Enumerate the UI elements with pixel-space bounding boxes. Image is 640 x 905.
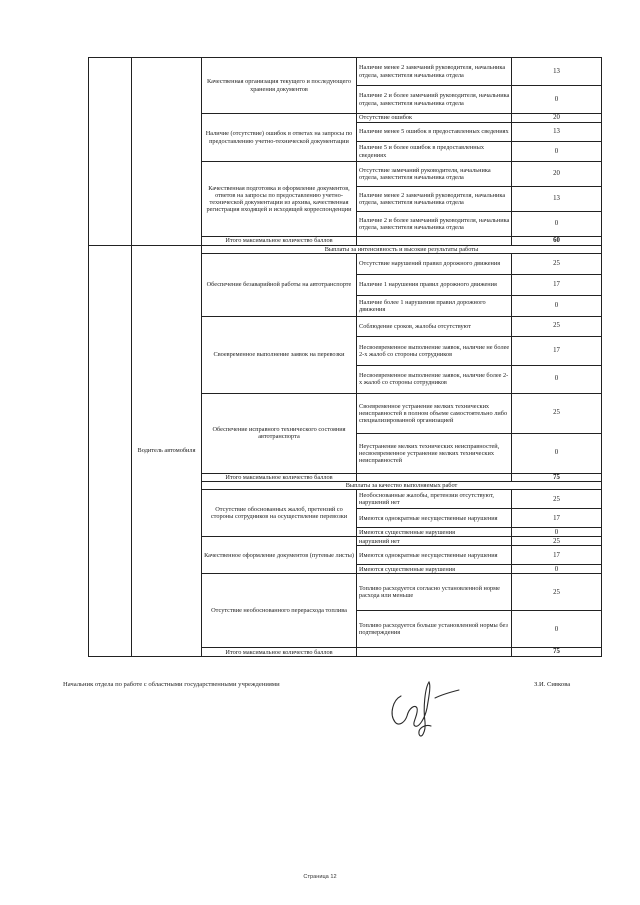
condition-cell: Имеются существенные нарушения — [357, 528, 512, 537]
total-value: 75 — [512, 648, 602, 657]
score-cell: 17 — [512, 274, 602, 295]
criterion-cell: Обеспечение безаварийной работы на автотранспорте — [202, 253, 357, 316]
position-title: Водитель автомобиля — [132, 245, 202, 656]
condition-cell: Наличие менее 2 замечаний руководителя, начальника отдела, заместителя начальника отдела — [357, 58, 512, 86]
blank-cell — [357, 648, 512, 657]
criterion-cell: Качественная организация текущего и последующего хранения документов — [202, 58, 357, 114]
criterion-cell: Наличие (отсутствие) ошибок в ответах на запросы по предоставлению учетно-технической документации — [202, 114, 357, 162]
blank-cell — [89, 58, 132, 246]
condition-cell: Наличие менее 2 замечаний руководителя, начальника отдела, заместителя начальника отдела — [357, 187, 512, 212]
score-cell: 0 — [512, 611, 602, 648]
table-row — [89, 58, 602, 86]
score-cell: 25 — [512, 253, 602, 274]
total-label: Итого максимальное количество баллов — [202, 237, 357, 246]
condition-cell: Топливо расходуется больше установленной нормы без подтверждения — [357, 611, 512, 648]
condition-cell: Топливо расходуется согласно установленной норме расхода или меньше — [357, 574, 512, 611]
condition-cell: Наличие менее 5 ошибок в предоставленных сведениях — [357, 123, 512, 142]
section-title: Выплаты за интенсивность и высокие результаты работы — [202, 245, 602, 253]
score-cell: 0 — [512, 295, 602, 316]
condition-cell: Наличие 1 нарушения правил дорожного движения — [357, 274, 512, 295]
score-cell: 13 — [512, 58, 602, 86]
condition-cell: Имеются однократные несущественные нарушения — [357, 546, 512, 565]
signatory-name: З.И. Сивкова — [534, 681, 571, 688]
total-value: 60 — [512, 237, 602, 246]
condition-cell: Соблюдение сроков, жалобы отсутствуют — [357, 316, 512, 336]
condition-cell: Отсутствие нарушений правил дорожного движения — [357, 253, 512, 274]
condition-cell: Отсутствие ошибок — [357, 114, 512, 123]
condition-cell: Неустранение мелких технических неисправностей, несвоевременное устранение мелких технических неисправностей — [357, 433, 512, 473]
section-row — [89, 245, 602, 253]
condition-cell: Несвоевременное выполнение заявок, наличие более 2-х жалоб со стороны сотрудников — [357, 365, 512, 393]
score-cell: 0 — [512, 528, 602, 537]
condition-cell: Необоснованные жалобы, претензии отсутствуют, нарушений нет — [357, 490, 512, 509]
blank-cell — [357, 237, 512, 246]
total-label: Итого максимальное количество баллов — [202, 648, 357, 657]
condition-cell: Наличие 5 и более ошибок в предоставленных сведениях — [357, 142, 512, 162]
condition-cell: нарушений нет — [357, 537, 512, 546]
score-cell: 0 — [512, 86, 602, 114]
score-cell: 25 — [512, 574, 602, 611]
total-value: 75 — [512, 473, 602, 482]
blank-cell — [89, 245, 132, 656]
score-cell: 13 — [512, 187, 602, 212]
score-cell: 17 — [512, 509, 602, 528]
condition-cell: Несвоевременное выполнение заявок, наличие не более 2-х жалоб со стороны сотрудников — [357, 336, 512, 365]
condition-cell: Наличие 2 и более замечаний руководителя, начальника отдела, заместителя начальника отдела — [357, 86, 512, 114]
condition-cell: Наличие 2 и более замечаний руководителя, начальника отдела, заместителя начальника отдела — [357, 212, 512, 237]
blank-cell — [357, 473, 512, 482]
total-label: Итого максимальное количество баллов — [202, 473, 357, 482]
evaluation-table — [88, 57, 602, 657]
condition-cell: Наличие более 1 нарушения правил дорожного движения — [357, 295, 512, 316]
condition-cell: Имеются существенные нарушения — [357, 565, 512, 574]
score-cell: 17 — [512, 336, 602, 365]
criterion-cell: Качественное оформление документов (путевые листы) — [202, 537, 357, 574]
score-cell: 13 — [512, 123, 602, 142]
criterion-cell: Качественная подготовка и оформление документов, ответов на запросы по предоставлению учетно-технической документации из архива, качественная регистрация входящей и исходящей корреспонденции — [202, 162, 357, 237]
condition-cell: Своевременное устранение мелких технических неисправностей в полном объеме самостоятельно либо специализированной организацией — [357, 393, 512, 433]
score-cell: 0 — [512, 433, 602, 473]
criterion-cell: Отсутствие обоснованных жалоб, претензий со стороны сотрудников на осуществление перевозки — [202, 490, 357, 537]
score-cell: 20 — [512, 162, 602, 187]
score-cell: 17 — [512, 546, 602, 565]
criterion-cell: Отсутствие необоснованного перерасхода топлива — [202, 574, 357, 648]
page-number: Страница 12 — [303, 874, 337, 880]
handwritten-signature — [385, 678, 465, 744]
score-cell: 20 — [512, 114, 602, 123]
score-cell: 0 — [512, 565, 602, 574]
signatory-title: Начальник отдела по работе с областными государственными учреждениями — [63, 681, 280, 688]
score-cell: 0 — [512, 142, 602, 162]
score-cell: 25 — [512, 393, 602, 433]
score-cell: 25 — [512, 490, 602, 509]
score-cell: 25 — [512, 316, 602, 336]
section-title: Выплаты за качество выполняемых работ — [202, 482, 602, 490]
score-cell: 0 — [512, 212, 602, 237]
criterion-cell: Своевременное выполнение заявок на перевозки — [202, 316, 357, 393]
score-cell: 0 — [512, 365, 602, 393]
condition-cell: Отсутствие замечаний руководителя, начальника отдела, заместителя начальника отдела — [357, 162, 512, 187]
blank-cell — [132, 58, 202, 246]
score-cell: 25 — [512, 537, 602, 546]
criterion-cell: Обеспечение исправного технического состояния автотранспорта — [202, 393, 357, 473]
condition-cell: Имеются однократные несущественные нарушения — [357, 509, 512, 528]
